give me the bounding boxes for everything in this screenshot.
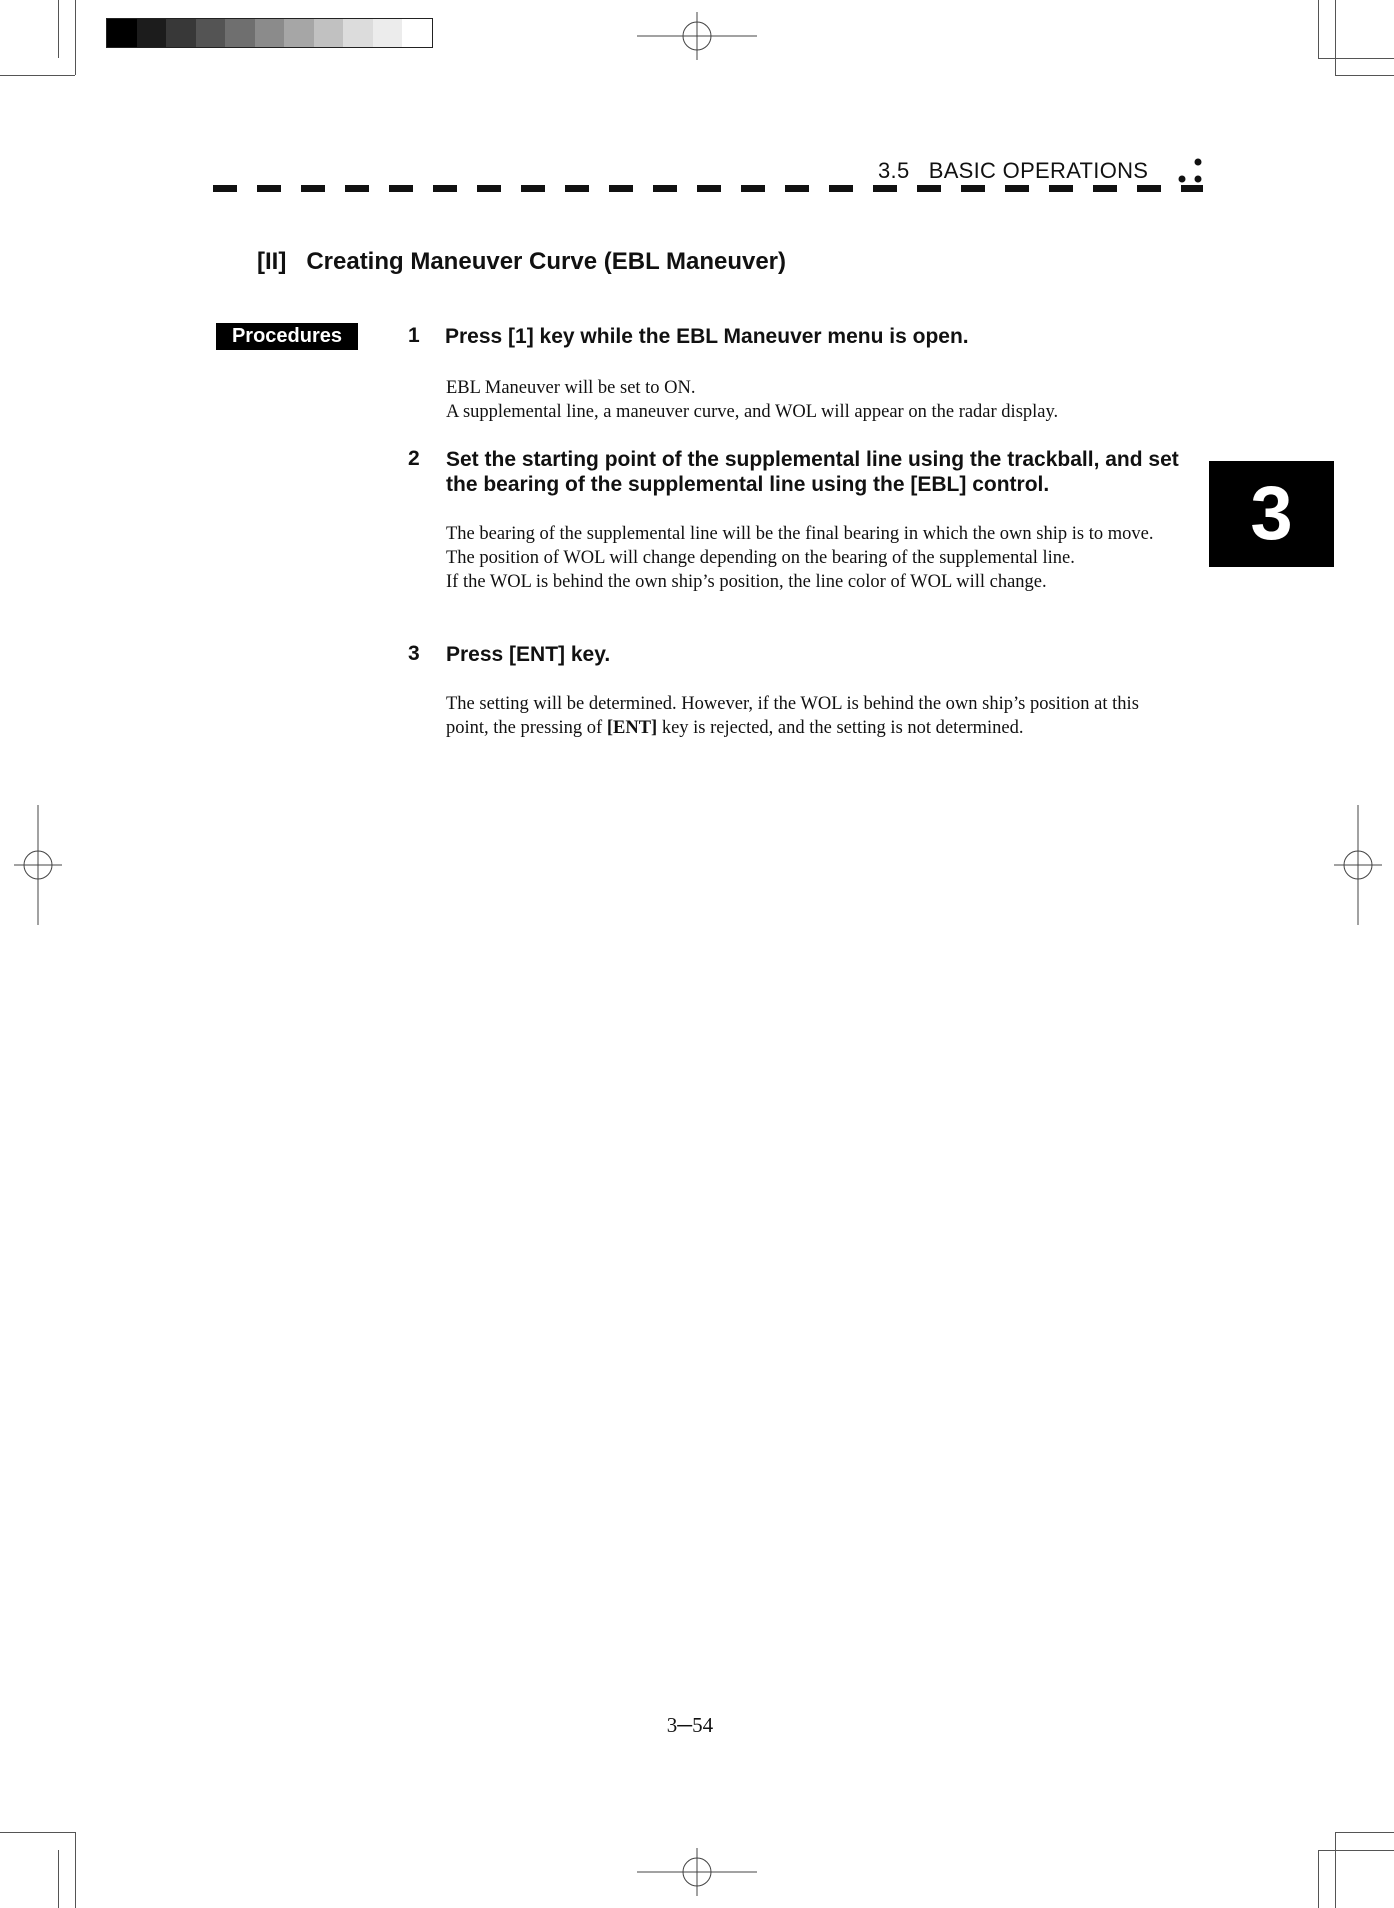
- step-body-line: The bearing of the supplemental line will be the final bearing in which the own ship is to move.: [446, 524, 1154, 544]
- gray-swatch: [196, 19, 226, 47]
- running-header: 3.5 BASIC OPERATIONS: [878, 158, 1149, 183]
- gray-swatch: [343, 19, 373, 47]
- crop-mark-line: [1318, 0, 1319, 58]
- gray-swatch: [255, 19, 285, 47]
- gray-swatch: [107, 19, 137, 47]
- crop-mark-line: [75, 1832, 76, 1908]
- header-dashed-rule: [213, 185, 1203, 192]
- registration-target-top: [637, 12, 757, 60]
- crop-mark-line: [58, 1850, 59, 1908]
- registration-target-right: [1334, 805, 1382, 925]
- gray-swatch: [166, 19, 196, 47]
- page-number: 3─54: [666, 1713, 714, 1737]
- step-title: Set the starting point of the supplemental line using the trackball, and set the bearing of the supplemental line using the [EBL] control.: [446, 448, 1179, 496]
- gray-swatch: [314, 19, 344, 47]
- crop-mark-line: [58, 0, 59, 58]
- grayscale-calibration-strip: [106, 18, 433, 48]
- crop-mark-line: [0, 75, 75, 76]
- registration-target-left: [14, 805, 62, 925]
- step-body-paragraph: [446, 692, 1186, 740]
- crop-mark-line: [0, 1832, 75, 1833]
- chapter-tab: 3: [1209, 461, 1334, 567]
- crop-mark-line: [1335, 0, 1336, 75]
- crop-mark-line: [1335, 75, 1394, 76]
- crop-mark-line: [1335, 1832, 1336, 1908]
- section-heading: [II] Creating Maneuver Curve (EBL Maneuver): [257, 248, 787, 275]
- step-body-line: The position of WOL will change depending on the bearing of the supplemental line.: [446, 548, 1075, 568]
- gray-swatch: [402, 19, 432, 47]
- gray-swatch: [284, 19, 314, 47]
- step-body-line: A supplemental line, a maneuver curve, and WOL will appear on the radar display.: [446, 402, 1059, 422]
- crop-mark-line: [75, 0, 76, 75]
- step-title: Press [ENT] key.: [446, 643, 611, 666]
- step-body-text: key is rejected, and the setting is not determined.: [657, 718, 1024, 738]
- step-number: 1: [408, 324, 420, 347]
- crop-mark-line: [1318, 1850, 1319, 1908]
- step-body: [446, 376, 1186, 424]
- crop-mark-line: [1335, 1832, 1394, 1833]
- gray-swatch: [225, 19, 255, 47]
- gray-swatch: [137, 19, 167, 47]
- header-dots-icon: [1176, 156, 1204, 186]
- registration-target-bottom: [637, 1848, 757, 1896]
- crop-mark-line: [1318, 58, 1394, 59]
- step-title: Press [1] key while the EBL Maneuver menu is open.: [445, 325, 969, 348]
- gray-swatch: [373, 19, 403, 47]
- step-body-line: If the WOL is behind the own ship’s position, the line color of WOL will change.: [446, 572, 1047, 592]
- step-body-line: EBL Maneuver will be set to ON.: [446, 378, 696, 398]
- crop-mark-line: [1318, 1850, 1394, 1851]
- step-number: 3: [408, 642, 420, 665]
- ent-key-label: [ENT]: [606, 718, 658, 738]
- step-number: 2: [408, 447, 420, 470]
- step-body-text: The setting will be determined. However, if the WOL is behind the own ship’s position at this point, the pressing of: [446, 694, 1139, 738]
- step-body: [446, 692, 1186, 740]
- procedures-badge: Procedures: [216, 323, 358, 350]
- step-body: [446, 522, 1186, 594]
